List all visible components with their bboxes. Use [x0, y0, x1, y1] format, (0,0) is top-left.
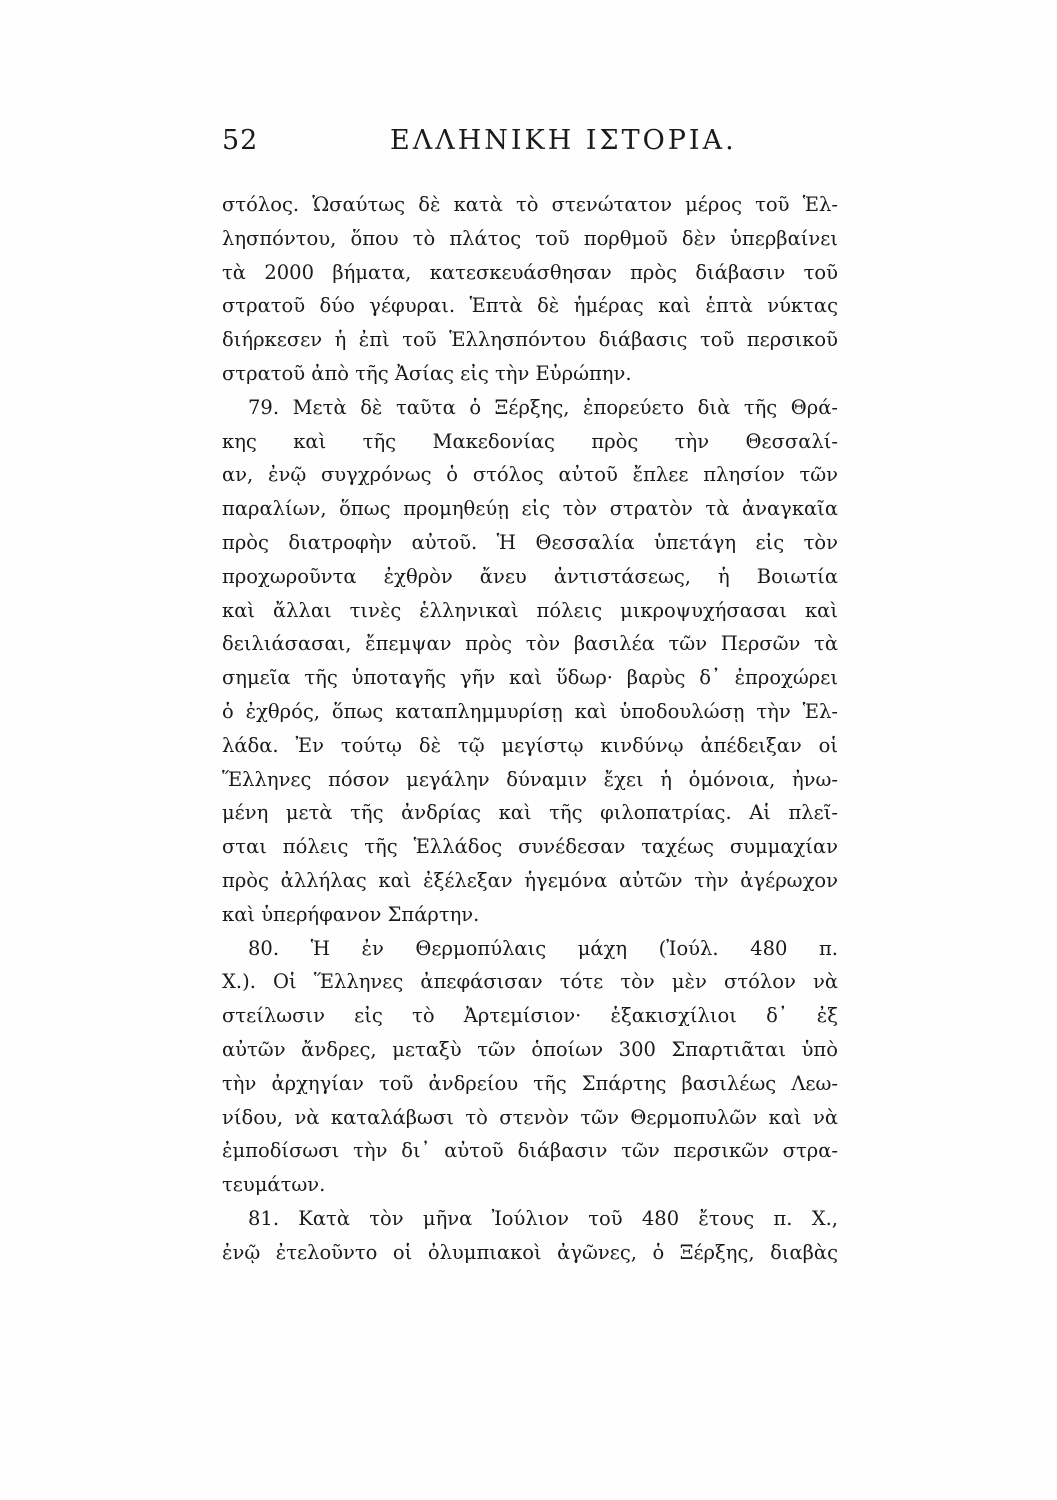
text-line: κης καὶ τῆς Μακεδονίας πρὸς τὴν Θεσσαλί-: [222, 429, 838, 453]
text-line: στρατοῦ ἀπὸ τῆς Ἀσίας εἰς τὴν Εὐρώπην.: [222, 361, 632, 385]
text-line: λάδα. Ἐν τούτῳ δὲ τῷ μεγίστῳ κινδύνῳ ἀπέδειξαν οἱ: [222, 733, 838, 757]
text-line: αν, ἐνῷ συγχρόνως ὁ στόλος αὐτοῦ ἔπλεε πλησίον τῶν: [222, 463, 838, 487]
text-line: καὶ ἄλλαι τινὲς ἑλληνικαὶ πόλεις μικροψυχήσασαι καὶ: [222, 598, 838, 622]
text-line: σται πόλεις τῆς Ἑλλάδος συνέδεσαν ταχέως συμμαχίαν: [222, 835, 838, 859]
text-line: λησπόντου, ὅπου τὸ πλάτος τοῦ πορθμοῦ δὲν ὑπερβαίνει: [222, 226, 838, 250]
paragraph-79-start: 79. Μετὰ δὲ ταῦτα ὁ Ξέρξης, ἐπορεύετο διὰ τῆς Θρά-: [248, 395, 838, 419]
paragraph-81-start: 81. Κατὰ τὸν μῆνα Ἰούλιον τοῦ 480 ἔτους π. Χ.,: [248, 1206, 838, 1230]
text-line: καὶ ὑπερήφανον Σπάρτην.: [222, 902, 480, 926]
text-line: πρὸς ἀλλήλας καὶ ἐξέλεξαν ἡγεμόνα αὐτῶν τὴν ἀγέρωχον: [222, 868, 838, 892]
text-line: τευμάτων.: [222, 1173, 326, 1197]
paragraph-80-heading: 80. Ἡ ἐν Θερμοπύλαις μάχη (Ἰούλ. 480 π.: [248, 936, 838, 960]
text-line: πρὸς διατροφὴν αὐτοῦ. Ἡ Θεσσαλία ὑπετάγη εἰς τὸν: [222, 530, 838, 554]
text-line: Ἕλληνες πόσον μεγάλην δύναμιν ἔχει ἡ ὁμόνοια, ἠνω-: [222, 767, 838, 791]
page-header: [222, 125, 838, 165]
text-line: σημεῖα τῆς ὑποταγῆς γῆν καὶ ὕδωρ· βαρὺς δ᾽ ἐπροχώρει: [222, 666, 838, 690]
text-line: παραλίων, ὅπως προμηθεύῃ εἰς τὸν στρατὸν τὰ ἀναγκαῖα: [222, 497, 838, 521]
running-title: ΕΛΛΗΝΙΚΗ ΙΣΤΟΡΙΑ.: [390, 125, 737, 156]
text-line: ἐνῷ ἐτελοῦντο οἱ ὀλυμπιακοὶ ἀγῶνες, ὁ Ξέρξης, διαβὰς: [222, 1240, 838, 1264]
text-line: νίδου, νὰ καταλάβωσι τὸ στενὸν τῶν Θερμοπυλῶν καὶ νὰ: [222, 1105, 838, 1129]
text-line: ὁ ἐχθρός, ὅπως καταπλημμυρίσῃ καὶ ὑποδουλώσῃ τὴν Ἑλ-: [222, 699, 838, 723]
body-text: [222, 188, 838, 1270]
text-line: στόλος. Ὡσαύτως δὲ κατὰ τὸ στενώτατον μέρος τοῦ Ἑλ-: [222, 193, 838, 216]
text-line: Χ.). Οἱ Ἕλληνες ἀπεφάσισαν τότε τὸν μὲν στόλον νὰ: [222, 970, 838, 994]
text-line: τὰ 2000 βήματα, κατεσκευάσθησαν πρὸς διάβασιν τοῦ: [222, 260, 838, 284]
text-line: διήρκεσεν ἡ ἐπὶ τοῦ Ἑλλησπόντου διάβασις τοῦ περσικοῦ: [222, 328, 838, 352]
text-line: ἐμποδίσωσι τὴν δι᾽ αὐτοῦ διάβασιν τῶν περσικῶν στρα-: [222, 1139, 838, 1163]
text-line: αὐτῶν ἄνδρες, μεταξὺ τῶν ὁποίων 300 Σπαρτιᾶται ὑπὸ: [222, 1037, 838, 1061]
text-line: μένη μετὰ τῆς ἀνδρίας καὶ τῆς φιλοπατρίας. Αἱ πλεῖ-: [222, 801, 838, 825]
text-line: δειλιάσασαι, ἔπεμψαν πρὸς τὸν βασιλέα τῶν Περσῶν τὰ: [222, 632, 838, 656]
text-line: στρατοῦ δύο γέφυραι. Ἑπτὰ δὲ ἡμέρας καὶ ἑπτὰ νύκτας: [222, 294, 838, 318]
text-line: προχωροῦντα ἐχθρὸν ἄνευ ἀντιστάσεως, ἡ Βοιωτία: [222, 564, 838, 588]
text-line: στείλωσιν εἰς τὸ Ἀρτεμίσιον· ἑξακισχίλιοι δ᾽ ἐξ: [222, 1004, 838, 1028]
page-number: 52: [222, 125, 259, 156]
text-line: τὴν ἀρχηγίαν τοῦ ἀνδρείου τῆς Σπάρτης βασιλέως Λεω-: [222, 1071, 838, 1095]
